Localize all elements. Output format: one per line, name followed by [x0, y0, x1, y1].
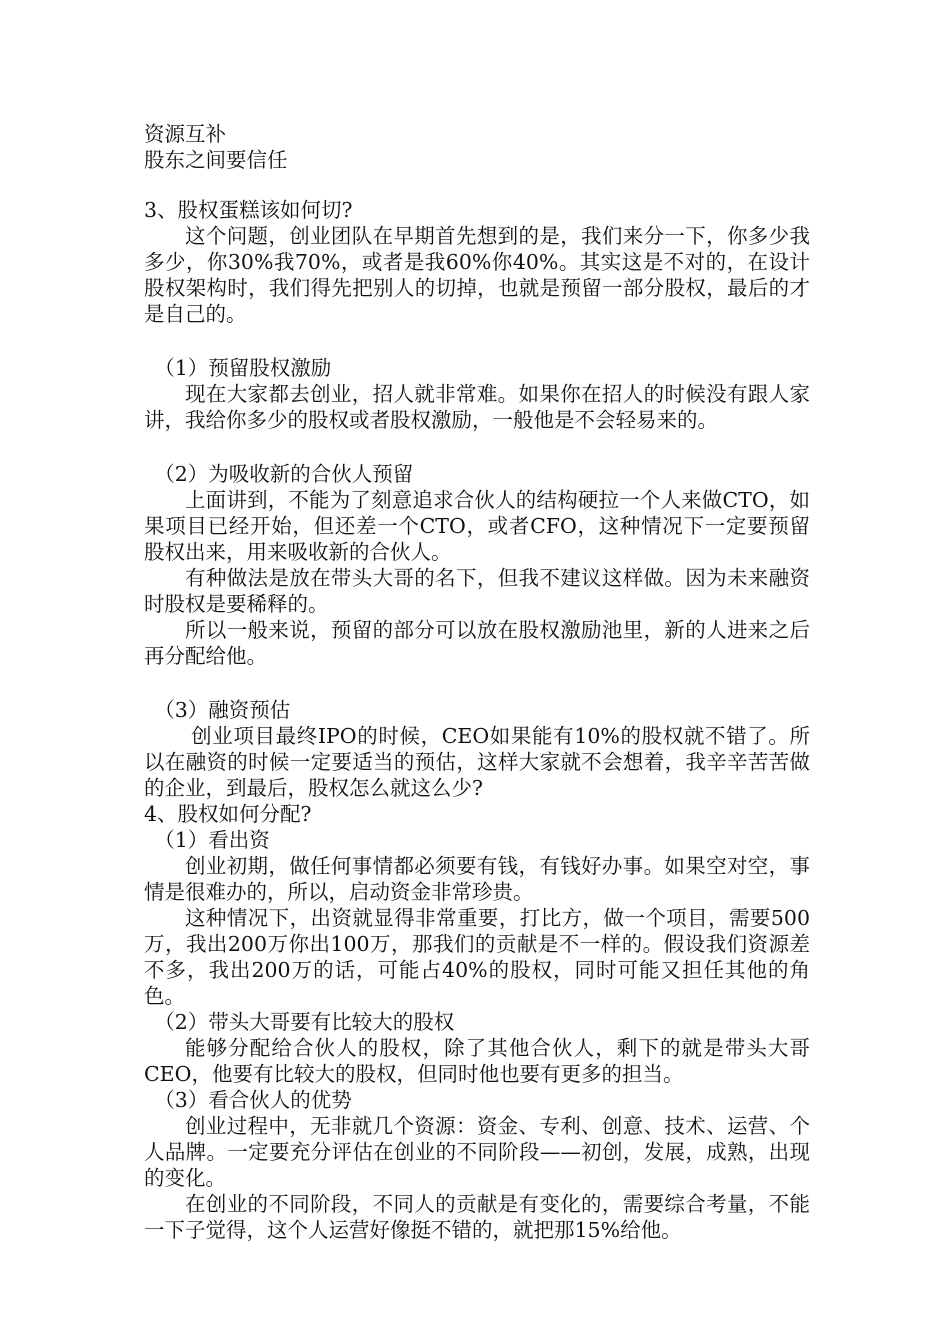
- subheading-financing-estimate: （3）融资预估: [154, 698, 291, 722]
- document-body: [144, 121, 810, 1243]
- paragraph-reserve-new-partners-1: 上面讲到，不能为了刻意追求合伙人的结构硬拉一个人来做CTO，如果项目已经开始，但还差一个CTO，或者CFO，这种情况下一定要预留股权出来，用来吸收新的合伙人。: [144, 488, 810, 564]
- subheading-reserve-new-partners: （2）为吸收新的合伙人预留: [154, 462, 414, 486]
- paragraph-capital-2: 这种情况下，出资就显得非常重要，打比方，做一个项目，需要500万，我出200万你出100万，那我们的贡献是不一样的。假设我们资源差不多，我出200万的话，可能占40%的股权，同时可能又担任其他的角色。: [144, 906, 810, 1008]
- heading-section-3: 3、股权蛋糕该如何切?: [144, 198, 353, 222]
- paragraph-reserve-new-partners-2: 有种做法是放在带头大哥的名下，但我不建议这样做。因为未来融资时股权是要稀释的。: [144, 566, 810, 616]
- subheading-partner-advantage: （3）看合伙人的优势: [154, 1088, 352, 1112]
- heading-section-4: 4、股权如何分配?: [144, 802, 312, 826]
- line-shareholder-trust: 股东之间要信任: [144, 148, 288, 172]
- paragraph-capital-1: 创业初期，做任何事情都必须要有钱，有钱好办事。如果空对空，事情是很难办的，所以，启动资金非常珍贵。: [144, 854, 810, 904]
- paragraph-reserve-new-partners-3: 所以一般来说，预留的部分可以放在股权激励池里，新的人进来之后再分配给他。: [144, 618, 810, 668]
- paragraph-reserve-incentive: 现在大家都去创业，招人就非常难。如果你在招人的时候没有跟人家讲，我给你多少的股权或者股权激励，一般他是不会轻易来的。: [144, 382, 810, 432]
- paragraph-partner-advantage-2: 在创业的不同阶段，不同人的贡献是有变化的，需要综合考量，不能一下子觉得，这个人运营好像挺不错的，就把那15%给他。: [144, 1192, 810, 1242]
- paragraph-partner-advantage-1: 创业过程中，无非就几个资源：资金、专利、创意、技术、运营、个人品牌。一定要充分评估在创业的不同阶段——初创，发展，成熟，出现的变化。: [144, 1114, 810, 1190]
- subheading-reserve-incentive: （1）预留股权激励: [154, 356, 332, 380]
- paragraph-section-3-intro: 这个问题，创业团队在早期首先想到的是，我们来分一下，你多少我多少，你30%我70%，或者是我60%你40%。其实这是不对的，在设计股权架构时，我们得先把别人的切掉，也就是预留一部分股权，最后的才是自己的。: [144, 224, 810, 326]
- paragraph-leader-equity: 能够分配给合伙人的股权，除了其他合伙人，剩下的就是带头大哥CEO，他要有比较大的股权，但同时他也要有更多的担当。: [144, 1036, 810, 1086]
- paragraph-financing-estimate: 创业项目最终IPO的时候，CEO如果能有10%的股权就不错了。所以在融资的时候一定要适当的预估，这样大家就不会想着，我辛辛苦苦做的企业，到最后，股权怎么就这么少?: [144, 724, 810, 800]
- line-resource-complement: 资源互补: [144, 122, 226, 146]
- subheading-capital: （1）看出资: [154, 828, 270, 852]
- subheading-leader-equity: （2）带头大哥要有比较大的股权: [154, 1010, 455, 1034]
